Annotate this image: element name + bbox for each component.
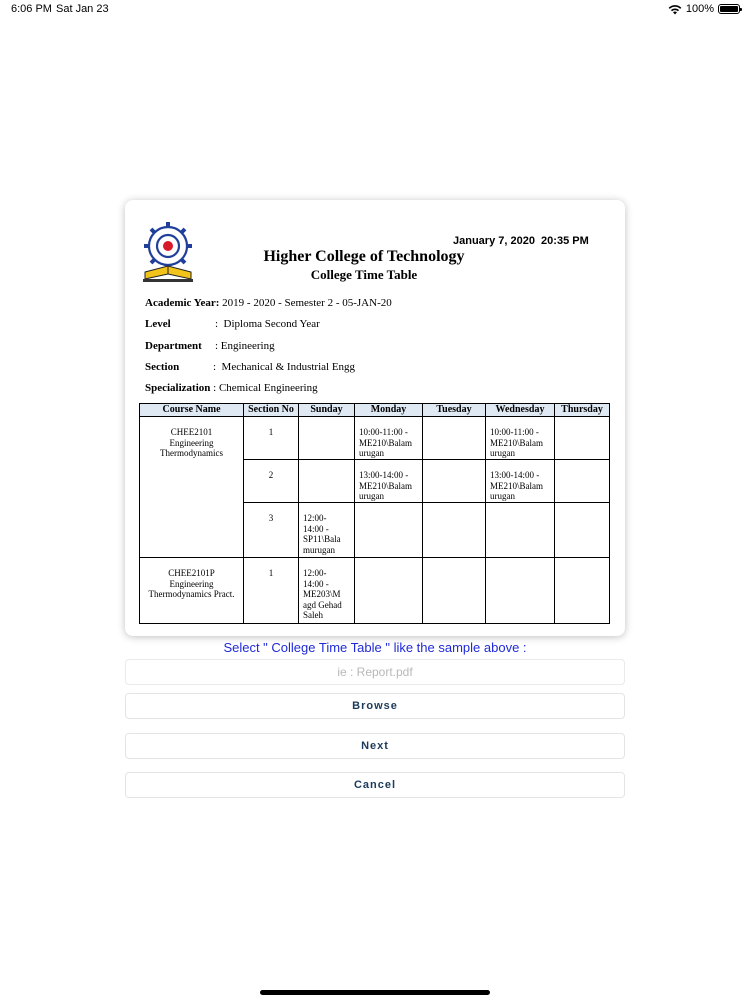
timetable-header-row (140, 404, 610, 417)
wifi-icon (668, 4, 682, 15)
meta-department: Department : Engineering (145, 340, 275, 352)
document-date: January 7, 2020 20:35 PM (453, 235, 589, 247)
header-course-name: Course Name (140, 404, 244, 417)
cancel-button[interactable]: Cancel (125, 772, 625, 798)
sunday-cell (299, 417, 355, 460)
course-name-cell: CHEE2101P Engineering Thermodynamics Pract. (140, 558, 244, 624)
tuesday-cell (423, 417, 486, 460)
tuesday-cell (423, 558, 486, 624)
sunday-cell: 12:00- 14:00 - ME203\M agd Gehad Saleh (299, 558, 355, 624)
meta-section: Section : Mechanical & Industrial Engg (145, 361, 356, 373)
instruction-text: Select " College Time Table " like the sample above : (223, 640, 527, 655)
meta-specialization: Specialization : Chemical Engineering (145, 382, 318, 394)
timetable-row (140, 558, 610, 624)
file-name-input[interactable] (126, 660, 624, 684)
section-number-cell: 3 (244, 503, 299, 558)
header-wednesday: Wednesday (486, 404, 555, 417)
header-monday: Monday (355, 404, 423, 417)
next-button[interactable]: Next (125, 733, 625, 759)
meta-level: Level : Diploma Second Year (145, 318, 320, 330)
thursday-cell (555, 503, 610, 558)
course-name-cell: CHEE2101 Engineering Thermodynamics (140, 417, 244, 558)
status-bar (0, 0, 750, 20)
tuesday-cell (423, 503, 486, 558)
wednesday-cell: 10:00-11:00 - ME210\Balam urugan (486, 417, 555, 460)
battery-icon (718, 4, 740, 14)
section-number-cell: 1 (244, 558, 299, 624)
document-title: Higher College of Technology (263, 248, 465, 265)
status-date: Sat Jan 23 (56, 3, 109, 15)
section-number-cell: 2 (244, 460, 299, 503)
meta-academic-year: Academic Year: 2019 - 2020 - Semester 2 - 05-JAN-20 (145, 297, 392, 309)
monday-cell: 10:00-11:00 - ME210\Balam urugan (355, 417, 423, 460)
status-time: 6:06 PM (11, 3, 52, 15)
document-subtitle: College Time Table (310, 267, 418, 282)
timetable (139, 403, 610, 624)
header-sunday: Sunday (299, 404, 355, 417)
wednesday-cell: 13:00-14:00 - ME210\Balam urugan (486, 460, 555, 503)
battery-percent: 100% (685, 3, 714, 15)
sunday-cell: 12:00- 14:00 - SP11\Bala murugan (299, 503, 355, 558)
thursday-cell (555, 460, 610, 503)
thursday-cell (555, 558, 610, 624)
monday-cell: 13:00-14:00 - ME210\Balam urugan (355, 460, 423, 503)
sample-document (125, 200, 625, 636)
header-tuesday: Tuesday (423, 404, 486, 417)
file-name-field[interactable] (125, 659, 625, 685)
wednesday-cell (486, 558, 555, 624)
tuesday-cell (423, 460, 486, 503)
browse-button[interactable]: Browse (125, 693, 625, 719)
monday-cell (355, 558, 423, 624)
sample-preview-card (125, 200, 625, 636)
home-indicator[interactable] (260, 990, 490, 995)
wednesday-cell (486, 503, 555, 558)
sunday-cell (299, 460, 355, 503)
header-section-no: Section No (244, 404, 299, 417)
timetable-body (140, 417, 610, 624)
monday-cell (355, 503, 423, 558)
header-thursday: Thursday (555, 404, 610, 417)
thursday-cell (555, 417, 610, 460)
section-number-cell: 1 (244, 417, 299, 460)
status-right (668, 3, 740, 15)
timetable-row (140, 417, 610, 460)
